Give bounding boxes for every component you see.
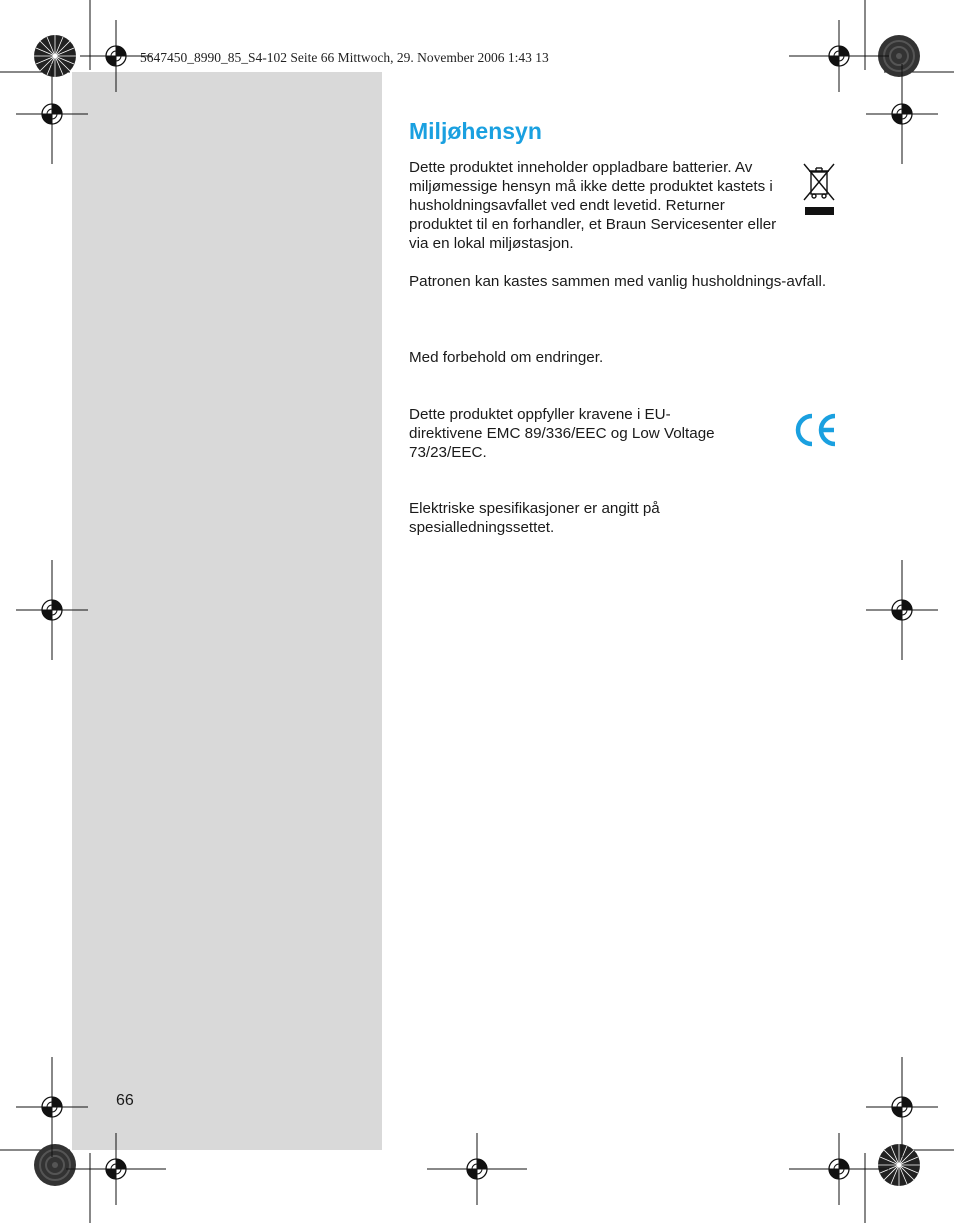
- paragraph-electrical-specs: Elektriske spesifikasjoner er angitt på spesialledningssettet.: [409, 500, 660, 536]
- paragraph-cartridge: Patronen kan kastes sammen med vanlig husholdnings-avfall.: [409, 273, 827, 290]
- paragraph-reservation: Med forbehold om endringer.: [409, 349, 604, 366]
- page-number: 66: [116, 1092, 134, 1109]
- paragraph-batteries: Dette produktet inneholder oppladbare batterier. Av miljømessige hensyn må ikke dette produktet kastets i husholdningsavfallet ved endt levetid. Returner produktet til en forhandler, et Braun Servicesenter eller via en lokal miljøstasjon.: [409, 159, 777, 252]
- print-slug: 5647450_8990_85_S4-102 Seite 66 Mittwoch, 29. November 2006 1:43 13: [140, 50, 549, 65]
- page-title: Miljøhensyn: [409, 118, 542, 144]
- paragraph-eu-directives: Dette produktet oppfyller kravene i EU-direktivene EMC 89/336/EEC og Low Voltage 73/23/EEC.: [409, 406, 715, 461]
